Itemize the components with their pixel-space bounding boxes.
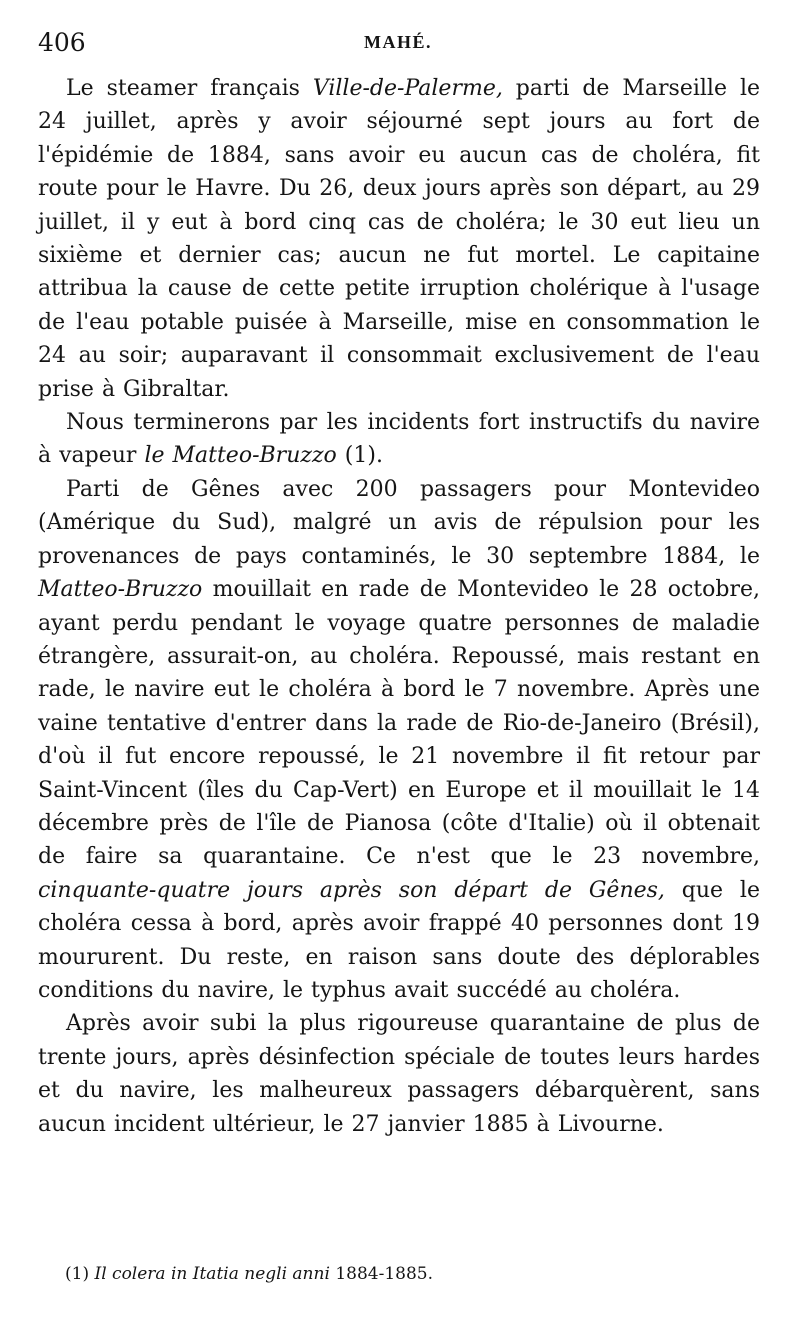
text-run: Le steamer français	[66, 76, 313, 101]
paragraph	[38, 406, 760, 473]
italic-text: Ville-de-Palerme,	[312, 76, 503, 101]
page-number: 406	[38, 28, 86, 57]
footnote	[65, 1264, 433, 1284]
text-run: que le choléra cessa à bord, après avoir frappé 40 personnes dont 19 moururent. Du reste, en raison sans doute des déplorables conditions du navire, le typhus avait succédé au choléra.	[38, 877, 760, 1003]
text-run: Nous terminerons par les incidents fort instructifs du navire à vapeur	[38, 410, 760, 469]
text-run: Après avoir subi la plus rigoureuse quarantaine de plus de trente jours, après désinfection spéciale de toutes leurs hardes et du navire, les malheureux passagers débarquèrent, sans aucun incident ultérieur, le 27 janvier 1885 à Livourne.	[38, 1011, 760, 1137]
text-run: (1).	[336, 443, 383, 469]
running-head: MAHÉ.	[364, 32, 432, 52]
footnote-years: 1884-1885.	[335, 1264, 433, 1284]
paragraph	[38, 72, 760, 406]
paragraph	[38, 1007, 760, 1141]
text-run: Parti de Gênes avec 200 passagers pour Montevideo (Amérique du Sud), malgré un avis de répulsion pour les provenances de pays contaminés, le 30 septembre 1884, le	[38, 476, 760, 569]
italic-text: le Matteo-Bruzzo	[144, 443, 337, 469]
footnote-title: Il colera in Itatia negli anni	[94, 1264, 330, 1284]
page-header	[38, 28, 758, 68]
text-run: mouillait en rade de Montevideo le 28 octobre, ayant perdu pendant le voyage quatre personnes de maladie étrangère, assurait-on, au choléra. Repoussé, mais restant en rade, le navire eut le choléra à bord le 7 novembre. Après une vaine tentative d'entrer dans la rade de Rio-de-Janeiro (Brésil), d'où il fut encore repoussé, le 21 novembre il fit retour par Saint-Vincent (îles du Cap-Vert) en Europe et il mouillait le 14 décembre près de l'île de Pianosa (côte d'Italie) où il obtenait de faire sa quarantaine. Ce n'est que le 23 novembre,	[38, 577, 760, 870]
paragraph	[38, 473, 760, 1008]
italic-text: Matteo-Bruzzo	[38, 577, 203, 603]
footnote-marker: (1)	[65, 1264, 90, 1284]
body-text	[38, 72, 760, 1141]
text-run: parti de Marseille le 24 juillet, après y avoir séjourné sept jours au fort de l'épidémie de 1884, sans avoir eu aucun cas de choléra, fit route pour le Havre. Du 26, deux jours après son départ, au 29 juillet, il y eut à bord cinq cas de choléra; le 30 eut lieu un sixième et dernier cas; aucun ne fut mortel. Le capitaine attribua la cause de cette petite irruption cholérique à l'usage de l'eau potable puisée à Marseille, mise en consommation le 24 au soir; auparavant il consommait exclusivement de l'eau prise à Gibraltar.	[38, 76, 760, 402]
italic-text: cinquante-quatre jours après son départ de Gênes,	[38, 877, 665, 903]
